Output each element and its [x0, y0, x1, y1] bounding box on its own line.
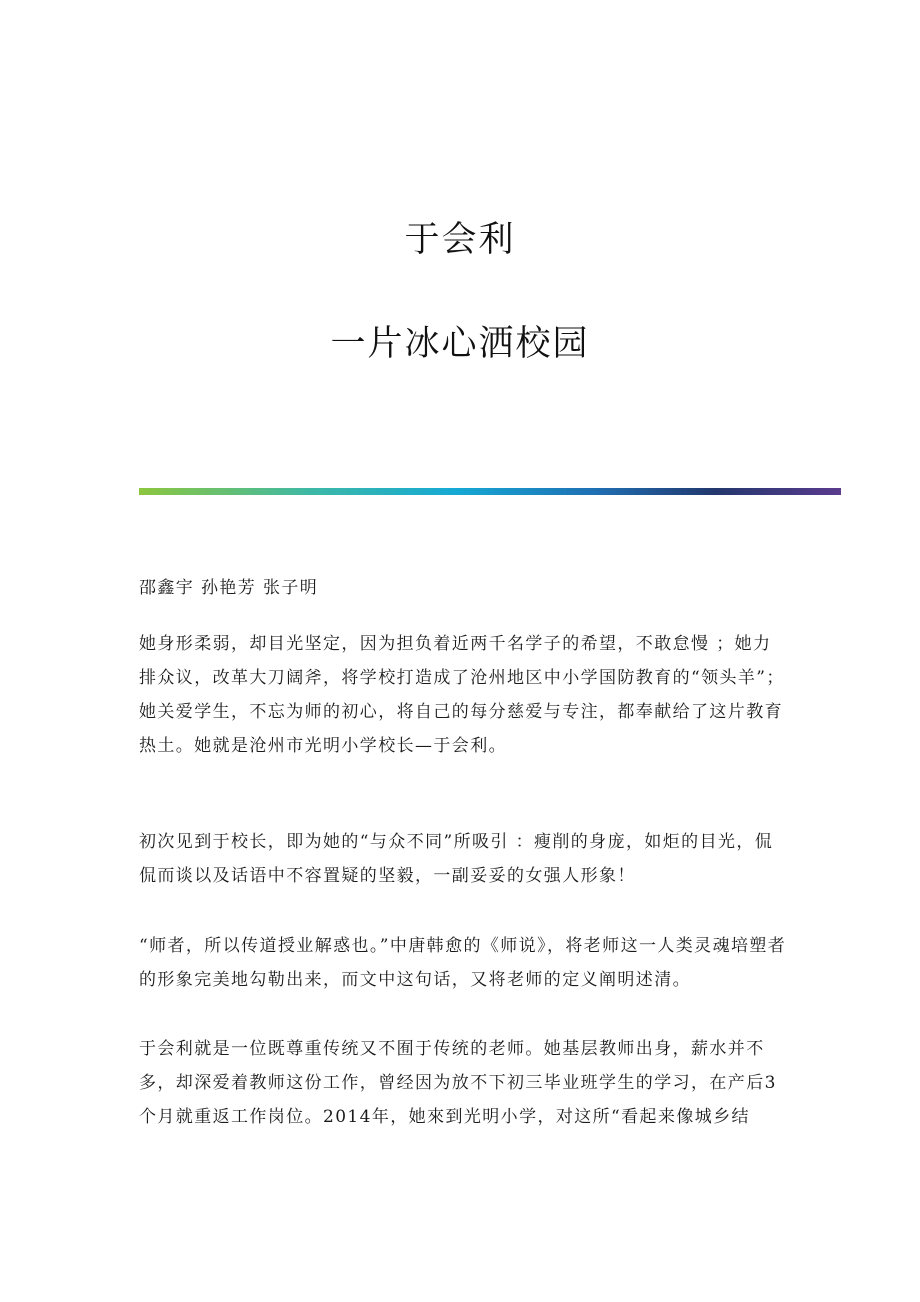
paragraph-first-impression [139, 825, 789, 893]
gradient-divider [139, 488, 841, 495]
paragraph-teacher [139, 1032, 789, 1134]
paragraph-text: 于会利就是一位既尊重传统又不囿于传统的老师。她基层教师出身，薪水并不多，却深爱着教师这份工作，曾经因为放不下初三毕业班学生的学习，在产后3个月就重返工作岗位。2014年，她來到光明小学，对这所“看起来像城乡结 [139, 1039, 777, 1127]
paragraph-intro [139, 627, 789, 763]
article-title: 于会利 [404, 220, 516, 260]
paragraph-text: “师者，所以传道授业解惑也。”中唐韩愈的《师说》，将老师这一人类灵魂培塑者的形象完美地勾勒出来，而文中这句话，又将老师的定义阐明述清。 [139, 936, 787, 990]
paragraph-quote [139, 929, 789, 997]
paragraph-text: 她身形柔弱，却目光坚定，因为担负着近两千名学子的希望，不敢怠慢 ；她力排众议，改革大刀阔斧，将学校打造成了沧州地区中小学国防教育的“领头羊”；她关爱学生，不忘为师的初心，将自己的每分慈爱与专注，都奉献给了这片教育热土。她就是沧州市光明小学校长—于会利。 [139, 634, 785, 756]
article-subtitle: 一片冰心洒校园 [330, 324, 590, 364]
author-line: 邵鑫宇 孙艳芳 张子明 [139, 578, 319, 598]
paragraph-text: 初次见到于校长，即为她的“与众不同”所吸引 ：瘦削的身庞，如炬的目光，侃侃而谈以及话语中不容置疑的坚毅，一副妥妥的女强人形象！ [139, 832, 774, 886]
